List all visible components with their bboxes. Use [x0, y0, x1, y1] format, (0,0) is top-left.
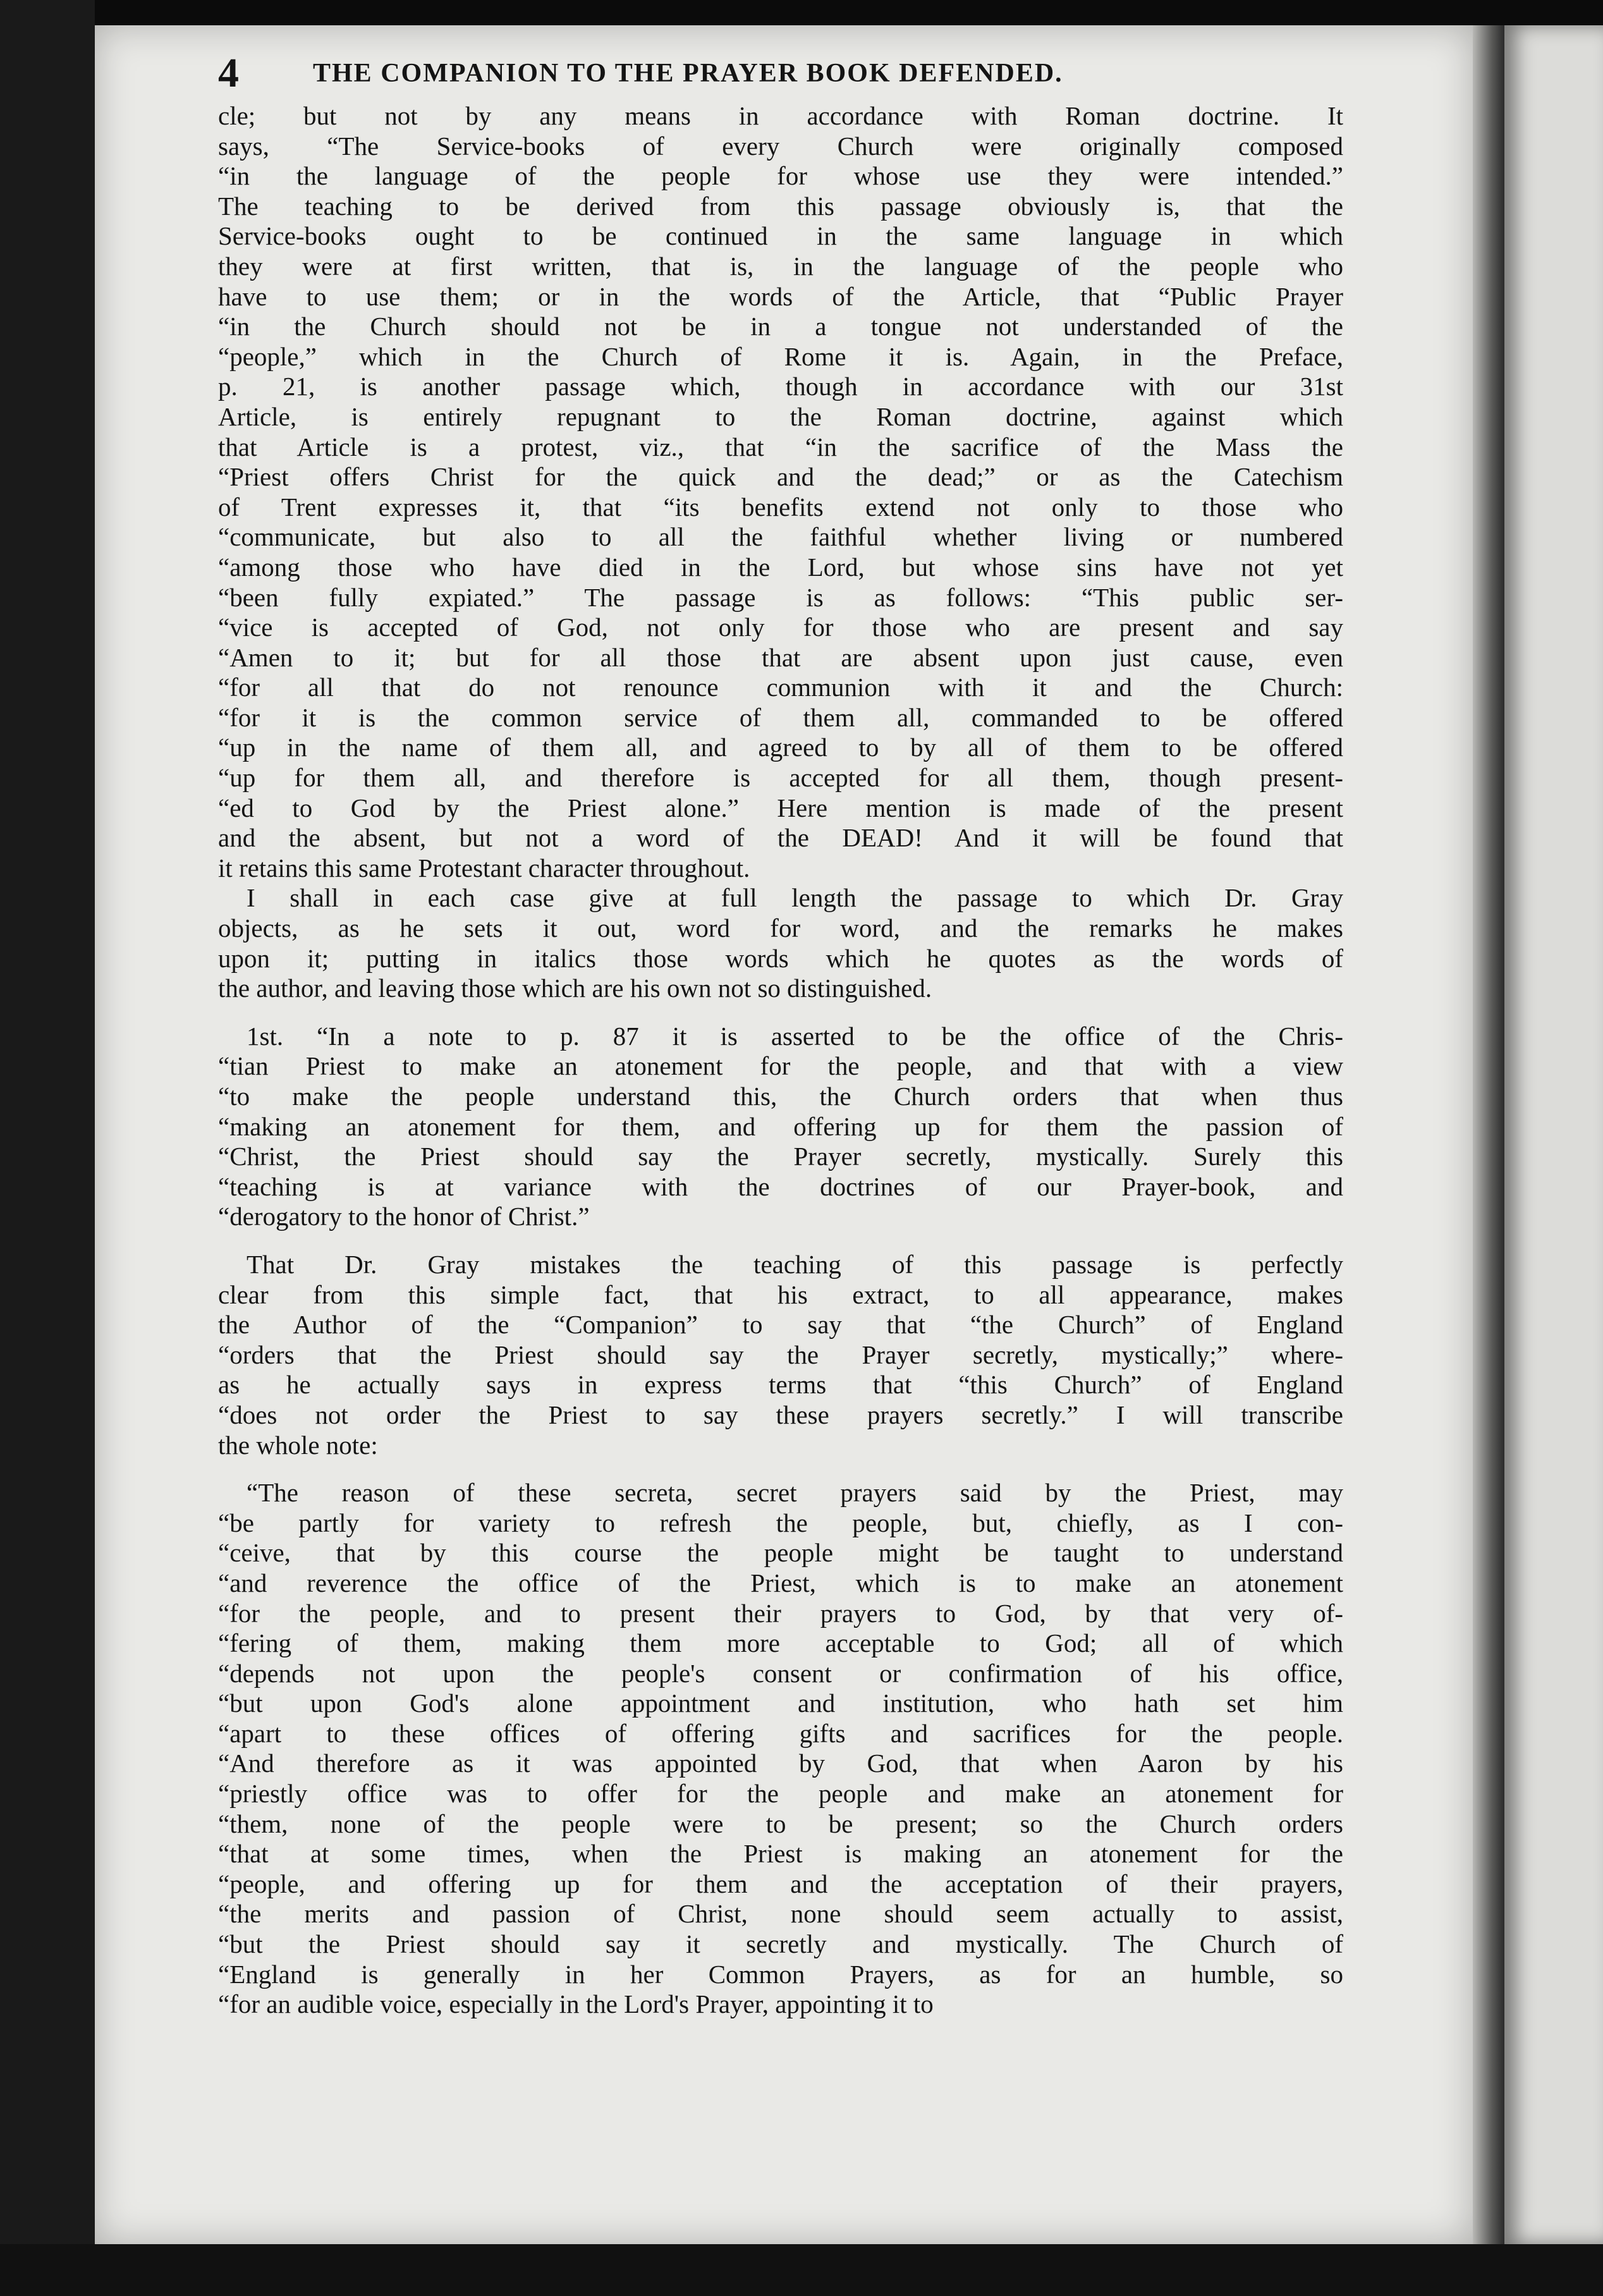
text-line: it retains this same Protestant character throughout.: [218, 853, 750, 882]
text-line: upon it; putting in italics those words which he quotes as the words of: [218, 943, 1343, 973]
paragraph: [218, 1250, 1343, 1460]
text-line: The teaching to be derived from this passage obviously is, that the: [218, 191, 1343, 221]
text-line: have to use them; or in the words of the Article, that “Public Prayer: [218, 281, 1343, 311]
text-line: “teaching is at variance with the doctrines of our Prayer-book, and: [218, 1171, 1343, 1201]
text-line: Article, is entirely repugnant to the Roman doctrine, against which: [218, 401, 1343, 431]
text-line: “ed to God by the Priest alone.” Here mention is made of the present: [218, 793, 1343, 822]
paragraph-gap: [218, 1460, 1343, 1478]
paragraph: [218, 101, 1343, 883]
paragraph-gap: [218, 1004, 1343, 1022]
scan-border-left: [0, 0, 95, 2296]
text-line: “Christ, the Priest should say the Prayer secretly, mystically. Surely this: [218, 1142, 1343, 1171]
text-line: “for an audible voice, especially in the Lord's Prayer, appointing it to: [218, 1989, 934, 2019]
paragraph: [218, 883, 1343, 1003]
text-line: “depends not upon the people's consent or confirmation of his office,: [218, 1658, 1343, 1688]
text-line: “for it is the common service of them all, commanded to be offered: [218, 702, 1343, 732]
text-line: “ceive, that by this course the people might be taught to understand: [218, 1538, 1343, 1568]
text-line: “tian Priest to make an atonement for the people, and that with a view: [218, 1051, 1343, 1081]
text-line: Service-books ought to be continued in the same language in which: [218, 221, 1343, 251]
text-line: says, “The Service-books of every Church were originally composed: [218, 131, 1343, 161]
text-line: “the merits and passion of Christ, none should seem actually to assist,: [218, 1899, 1343, 1929]
page-number: 4: [218, 50, 239, 96]
text-line: p. 21, is another passage which, though in accordance with our 31st: [218, 372, 1343, 401]
text-line: “in the language of the people for whose use they were intended.”: [218, 161, 1343, 191]
text-line: “people,” which in the Church of Rome it is. Again, in the Preface,: [218, 341, 1343, 371]
text-line: “making an atonement for them, and offering up for them the passion of: [218, 1111, 1343, 1141]
text-line: “Amen to it; but for all those that are absent upon just cause, even: [218, 642, 1343, 672]
text-line: “Priest offers Christ for the quick and the dead;” or as the Catechism: [218, 462, 1343, 492]
text-line: “been fully expiated.” The passage is as follows: “This public ser-: [218, 582, 1343, 612]
text-line: “them, none of the people were to be present; so the Church orders: [218, 1809, 1343, 1838]
text-line: “fering of them, making them more acceptable to God; all of which: [218, 1628, 1343, 1658]
running-head: [218, 44, 1343, 101]
text-line: That Dr. Gray mistakes the teaching of this passage is perfectly: [247, 1249, 1343, 1279]
text-line: of Trent expresses it, that “its benefits extend not only to those who: [218, 492, 1343, 522]
paragraph: [218, 1478, 1343, 2020]
text-line: I shall in each case give at full length the passage to which Dr. Gray: [247, 883, 1343, 913]
text-line: “England is generally in her Common Prayers, as for an humble, so: [218, 1959, 1343, 1989]
text-line: 1st. “In a note to p. 87 it is asserted to be the office of the Chris-: [247, 1021, 1343, 1051]
text-line: “does not order the Priest to say these prayers secretly.” I will transcribe: [218, 1400, 1343, 1429]
text-line: “And therefore as it was appointed by God, that when Aaron by his: [218, 1749, 1343, 1778]
text-line: “for the people, and to present their prayers to God, by that very of-: [218, 1598, 1343, 1628]
text-line: “but the Priest should say it secretly and mystically. The Church of: [218, 1929, 1343, 1959]
text-line: “but upon God's alone appointment and institution, who hath set him: [218, 1688, 1343, 1718]
text-line: “up for them all, and therefore is accepted for all them, though present-: [218, 763, 1343, 793]
text-line: “to make the people understand this, the Church orders that when thus: [218, 1082, 1343, 1111]
text-line: “derogatory to the honor of Christ.”: [218, 1202, 590, 1231]
text-line: they were at first written, that is, in the language of the people who: [218, 251, 1343, 281]
text-line: clear from this simple fact, that his extract, to all appearance, makes: [218, 1279, 1343, 1309]
text-line: “apart to these offices of offering gifts and sacrifices for the people.: [218, 1718, 1343, 1748]
text-line: “communicate, but also to all the faithful whether living or numbered: [218, 522, 1343, 552]
text-line: “up in the name of them all, and agreed to by all of them to be offered: [218, 733, 1343, 762]
text-line: “and reverence the office of the Priest, which is to make an atonement: [218, 1568, 1343, 1597]
text-line: “The reason of these secreta, secret prayers said by the Priest, may: [247, 1478, 1343, 1508]
text-line: that Article is a protest, viz., that “in the sacrifice of the Mass the: [218, 432, 1343, 461]
text-line: objects, as he sets it out, word for word, and the remarks he makes: [218, 913, 1343, 943]
page-gutter: [1473, 25, 1504, 2244]
body-text: [218, 101, 1343, 2020]
facing-page-edge: [1504, 25, 1603, 2244]
text-line: and the absent, but not a word of the DEAD! And it will be found that: [218, 823, 1343, 853]
text-line: “vice is accepted of God, not only for those who are present and say: [218, 613, 1343, 642]
paragraph: [218, 1022, 1343, 1232]
text-line: the author, and leaving those which are his own not so distinguished.: [218, 974, 932, 1003]
paragraph-gap: [218, 1232, 1343, 1250]
text-line: cle; but not by any means in accordance with Roman doctrine. It: [218, 101, 1343, 130]
text-line: the whole note:: [218, 1430, 378, 1460]
page-content: [218, 44, 1343, 2020]
text-line: “be partly for variety to refresh the people, but, chiefly, as I con-: [218, 1508, 1343, 1537]
text-line: “priestly office was to offer for the people and make an atonement for: [218, 1779, 1343, 1809]
text-line: “orders that the Priest should say the Prayer secretly, mystically;” where-: [218, 1340, 1343, 1369]
text-line: “that at some times, when the Priest is making an atonement for the: [218, 1839, 1343, 1869]
text-line: as he actually says in express terms that “this Church” of England: [218, 1370, 1343, 1400]
text-line: “in the Church should not be in a tongue not understanded of the: [218, 312, 1343, 341]
text-line: “for all that do not renounce communion with it and the Church:: [218, 673, 1343, 702]
running-title: THE COMPANION TO THE PRAYER BOOK DEFENDED.: [313, 59, 1063, 88]
text-line: the Author of the “Companion” to say that “the Church” of England: [218, 1310, 1343, 1340]
text-line: “people, and offering up for them and the acceptation of their prayers,: [218, 1869, 1343, 1898]
text-line: “among those who have died in the Lord, but whose sins have not yet: [218, 552, 1343, 582]
scan-border-bottom: [0, 2244, 1603, 2296]
